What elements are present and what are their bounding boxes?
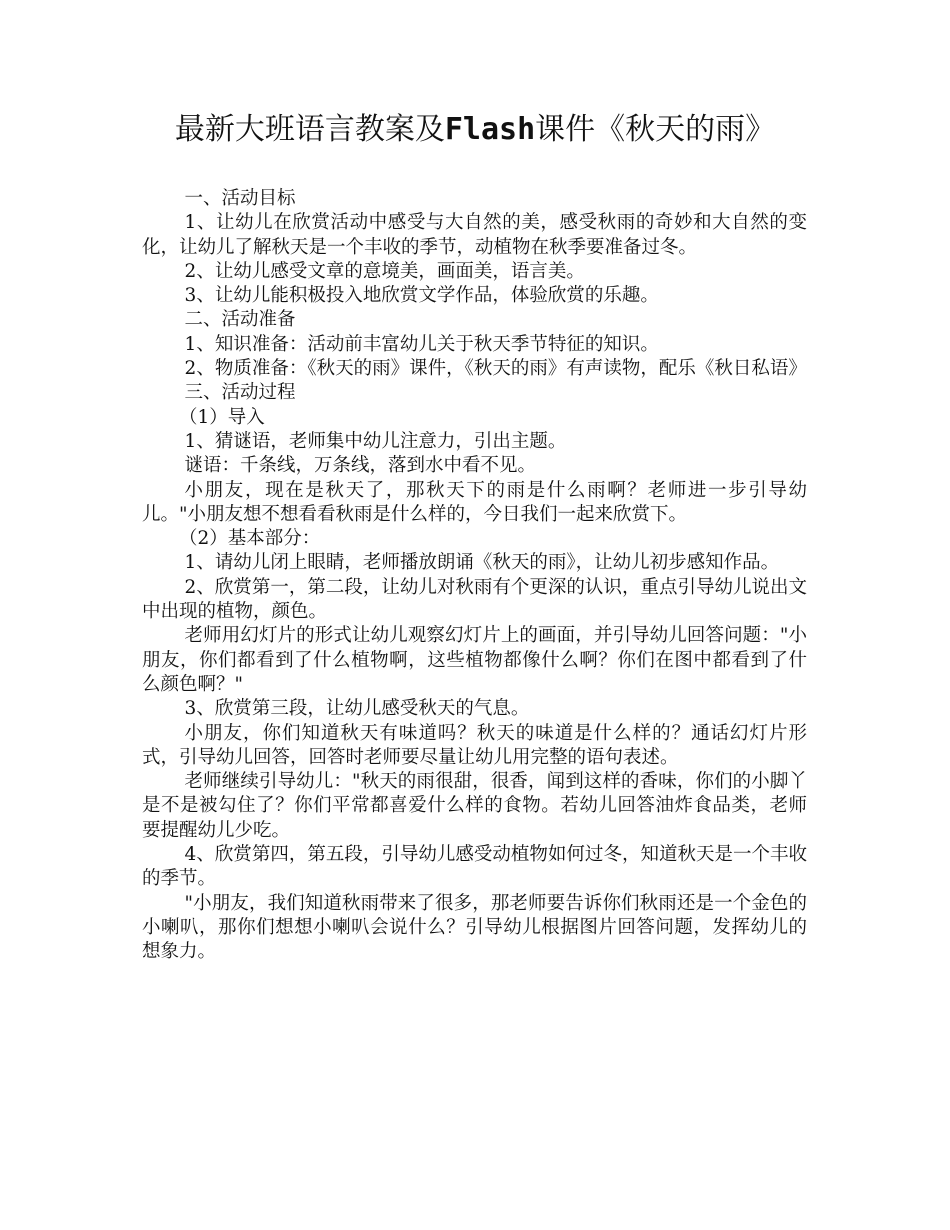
paragraph: 1、猜谜语，老师集中幼儿注意力，引出主题。 [184, 430, 567, 452]
subsection-heading-intro: （1）导入 [179, 406, 265, 428]
paragraph: "小朋友，我们知道秋雨带来了很多，那老师要告诉你们秋雨还是一个金色的小喇叭，那你们想想小喇叭会说什么？引导幼儿根据图片回答问题，发挥幼儿的想象力。 [142, 892, 807, 963]
paragraph: 老师继续引导幼儿："秋天的雨很甜，很香，闻到这样的香味，你们的小脚丫是不是被勾住了？你们平常都喜爱什么样的食物。若幼儿回答油炸食品类，老师要提醒幼儿少吃。 [142, 771, 807, 841]
paragraph: 老师用幻灯片的形式让幼儿观察幻灯片上的画面，并引导幼儿回答问题："小朋友，你们都看到了什么植物啊，这些植物都像什么啊？你们在图中都看到了什么颜色啊？" [142, 625, 807, 695]
title-text-flash: Flash [444, 112, 536, 147]
section-heading-preparation: 二、活动准备 [184, 309, 296, 331]
paragraph: 2、欣赏第一，第二段，让幼儿对秋雨有个更深的认识，重点引导幼儿说出文中出现的植物，颜色。 [142, 576, 807, 623]
paragraph: 1、让幼儿在欣赏活动中感受与大自然的美，感受秋雨的奇妙和大自然的变化，让幼儿了解秋天是一个丰收的季节，动植物在秋季要准备过冬。 [142, 212, 807, 258]
paragraph: 1、知识准备：活动前丰富幼儿关于秋天季节特征的知识。 [184, 333, 659, 355]
section-heading-process: 三、活动过程 [184, 382, 296, 404]
document-title [0, 110, 950, 150]
section-heading-goals: 一、活动目标 [184, 188, 296, 209]
paragraph: 1、请幼儿闭上眼睛，老师播放朗诵《秋天的雨》，让幼儿初步感知作品。 [184, 552, 780, 574]
subsection-heading-main: （2）基本部分： [179, 528, 321, 550]
paragraph: 4、欣赏第四，第五段，引导幼儿感受动植物如何过冬，知道秋天是一个丰收的季节。 [142, 844, 807, 890]
title-text-prefix: 最新大班语言教案及 [174, 112, 445, 147]
paragraph: 小朋友，现在是秋天了，那秋天下的雨是什么雨啊？老师进一步引导幼儿。"小朋友想不想看看秋雨是什么样的，今日我们一起来欣赏下。 [142, 479, 807, 525]
paragraph: 2、让幼儿感受文章的意境美，画面美，语言美。 [184, 260, 585, 282]
paragraph: 小朋友，你们知道秋天有味道吗？秋天的味道是什么样的？通话幻灯片形式，引导幼儿回答，回答时老师要尽量让幼儿用完整的语句表述。 [142, 722, 807, 768]
paragraph: 3、让幼儿能积极投入地欣赏文学作品，体验欣赏的乐趣。 [184, 285, 659, 307]
title-text-suffix: 课件《秋天的雨》 [535, 112, 776, 147]
paragraph: 3、欣赏第三段，让幼儿感受秋天的气息。 [184, 698, 530, 720]
paragraph: 2、物质准备：《秋天的雨》课件，《秋天的雨》有声读物，配乐《秋日私语》 [184, 358, 807, 380]
document-body [142, 187, 807, 965]
paragraph: 谜语：千条线，万条线，落到水中看不见。 [184, 455, 537, 477]
